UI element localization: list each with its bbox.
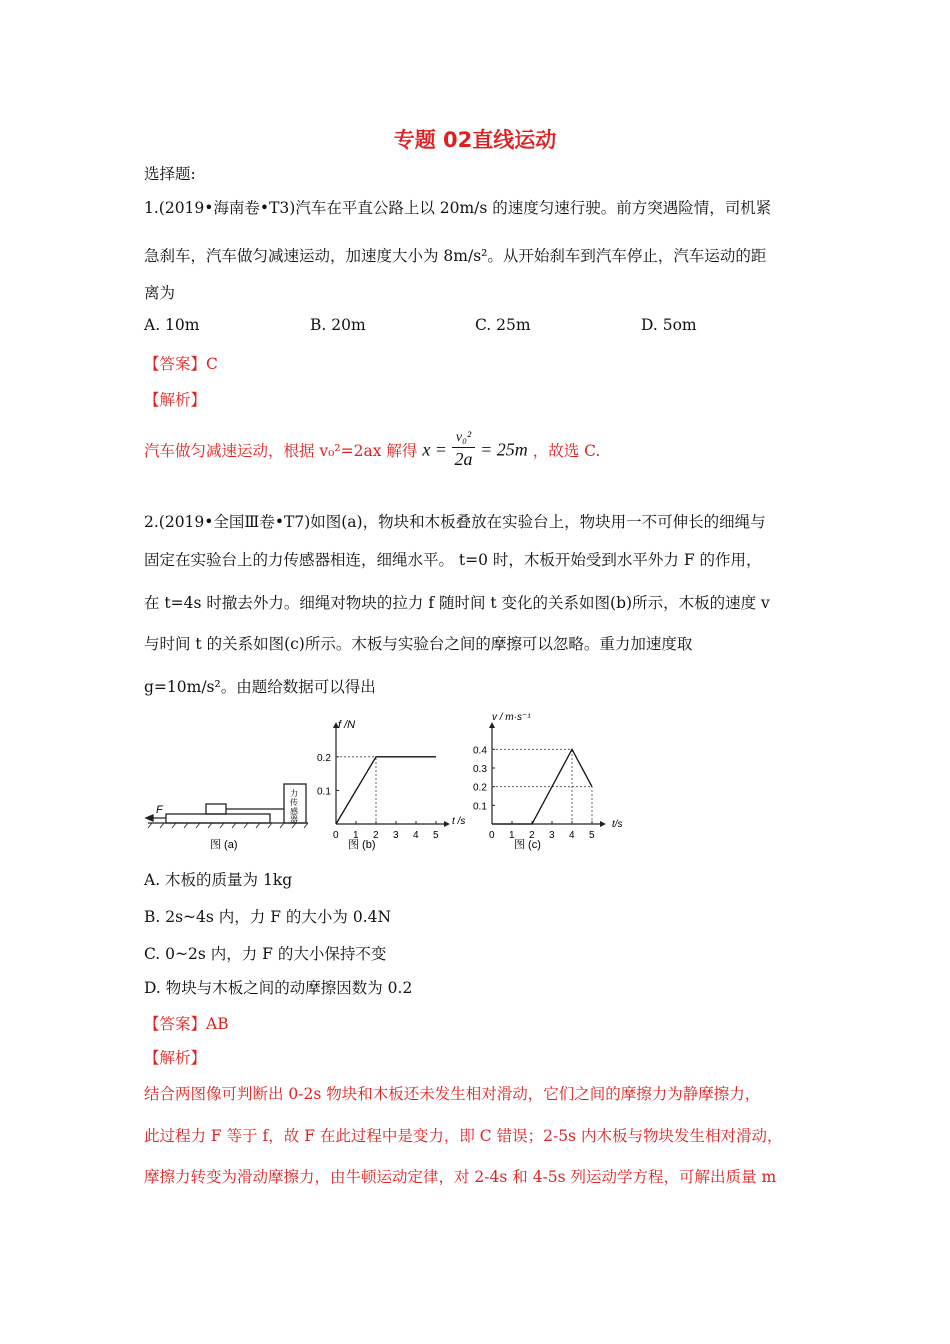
q1-analysis bbox=[144, 430, 600, 470]
x-tick-label: 4 bbox=[569, 830, 575, 841]
q1-line-2: 急刹车，汽车做匀减速运动，加速度大小为 8m/s²。从开始刹车到汽车停止，汽车运动的距 bbox=[144, 247, 767, 265]
x-tick-label: 1 bbox=[353, 830, 359, 841]
y-tick-label: 0.2 bbox=[473, 782, 487, 794]
y-tick-label: 0.2 bbox=[317, 752, 331, 764]
q1-option-c: C. 25m bbox=[475, 316, 531, 334]
formula-denominator: 2a bbox=[454, 449, 473, 469]
formula-numerator: v₀² bbox=[452, 430, 475, 448]
chart-b-ylabel: f /N bbox=[338, 719, 356, 731]
board bbox=[166, 814, 270, 823]
q2-answer: 【答案】AB bbox=[144, 1015, 229, 1033]
chart-c-ylabel: v / m·s⁻¹ bbox=[492, 712, 531, 723]
formula-lhs: x = bbox=[422, 439, 447, 460]
sensor-label-4: 器 bbox=[290, 815, 298, 824]
caption-b: 图 (b) bbox=[348, 839, 376, 851]
section-heading: 选择题: bbox=[144, 165, 196, 183]
x-tick-label: 2 bbox=[529, 830, 535, 841]
q2-line-4: 与时间 t 的关系如图(c)所示。木板与实验台之间的摩擦可以忽略。重力加速度取 bbox=[144, 635, 693, 653]
chart-c-xlabel: t/s bbox=[612, 819, 623, 830]
q1-option-a: A. 10m bbox=[144, 316, 200, 334]
q2-line-5: g=10m/s²。由题给数据可以得出 bbox=[144, 678, 376, 696]
x-tick-label: 4 bbox=[413, 830, 419, 841]
q2-figure bbox=[140, 706, 640, 856]
q2-line-3: 在 t=4s 时撤去外力。细绳对物块的拉力 f 随时间 t 变化的关系如图(b)所示，木板的速度 v bbox=[144, 594, 770, 612]
y-tick-label: 0.1 bbox=[473, 801, 487, 813]
q1-analysis-label: 【解析】 bbox=[144, 391, 207, 409]
x-tick-label: 3 bbox=[549, 830, 555, 841]
q2-analysis-line-1: 结合两图像可判断出 0-2s 物块和木板还未发生相对滑动，它们之间的摩擦力为静摩擦力， bbox=[144, 1085, 761, 1103]
block bbox=[206, 804, 226, 814]
y-tick-label: 0.4 bbox=[473, 745, 487, 757]
q2-analysis-label: 【解析】 bbox=[144, 1049, 207, 1067]
x-tick-label: 5 bbox=[589, 830, 595, 841]
y-tick-label: 0.3 bbox=[473, 764, 487, 775]
q2-analysis-line-2: 此过程力 F 等于 f，故 F 在此过程中是变力，即 C 错误；2-5s 内木板与物块发生相对滑动， bbox=[144, 1127, 783, 1145]
x-axis-arrow bbox=[444, 821, 450, 827]
q2-option-a: A. 木板的质量为 1kg bbox=[144, 871, 293, 889]
q1-option-b: B. 20m bbox=[310, 316, 366, 334]
sensor-label-2: 传 bbox=[290, 798, 298, 807]
q2-option-b: B. 2s~4s 内，力 F 的大小为 0.4N bbox=[144, 908, 392, 926]
y-tick-label: 0.1 bbox=[317, 786, 331, 798]
caption-c: 图 (c) bbox=[514, 839, 541, 851]
figure-a-apparatus bbox=[146, 784, 308, 828]
q1-analysis-text-a: 汽车做匀减速运动，根据 v₀²=2ax 解得 bbox=[144, 442, 418, 460]
force-arrowhead bbox=[146, 815, 153, 821]
caption-a: 图 (a) bbox=[210, 839, 238, 851]
x-tick-label: 2 bbox=[373, 830, 379, 841]
x-tick-label: 5 bbox=[433, 830, 439, 841]
chart-b bbox=[317, 722, 450, 841]
series-line bbox=[336, 757, 436, 824]
q1-answer: 【答案】C bbox=[144, 355, 218, 373]
q1-line-3: 离为 bbox=[144, 284, 176, 302]
x-tick-label: 1 bbox=[509, 830, 515, 841]
q2-option-c: C. 0~2s 内，力 F 的大小保持不变 bbox=[144, 945, 387, 963]
q1-analysis-text-b: ，故选 C. bbox=[532, 442, 601, 460]
x-tick-label: 0 bbox=[333, 830, 339, 841]
q2-option-d: D. 物块与木板之间的动摩擦因数为 0.2 bbox=[144, 979, 413, 997]
q1-line-1: 1.(2019•海南卷•T3)汽车在平直公路上以 20m/s 的速度匀速行驶。前方突遇险情，司机紧 bbox=[144, 199, 772, 217]
q1-option-d: D. 5om bbox=[641, 316, 697, 334]
sensor-label-3: 感 bbox=[290, 807, 298, 816]
sensor-label-1: 力 bbox=[290, 789, 298, 798]
x-tick-label: 3 bbox=[393, 830, 399, 841]
q2-analysis-line-3: 摩擦力转变为滑动摩擦力，由牛顿运动定律，对 2-4s 和 4-5s 列运动学方程，可解出质量 m bbox=[144, 1168, 777, 1186]
page-title: 专题 02直线运动 bbox=[393, 128, 557, 152]
x-tick-label: 0 bbox=[489, 830, 495, 841]
chart-b-xlabel: t /s bbox=[452, 816, 466, 827]
chart-c bbox=[473, 722, 606, 841]
formula-rhs: = 25m bbox=[480, 439, 528, 460]
q2-line-1: 2.(2019•全国Ⅲ卷•T7)如图(a)，物块和木板叠放在实验台上，物块用一不可伸长的细绳与 bbox=[144, 513, 766, 531]
x-axis-arrow bbox=[600, 821, 606, 827]
force-label: F bbox=[156, 804, 163, 816]
q2-line-2: 固定在实验台上的力传感器相连，细绳水平。 t=0 时，木板开始受到水平外力 F 的作用， bbox=[144, 551, 762, 569]
formula-fraction bbox=[452, 430, 475, 470]
